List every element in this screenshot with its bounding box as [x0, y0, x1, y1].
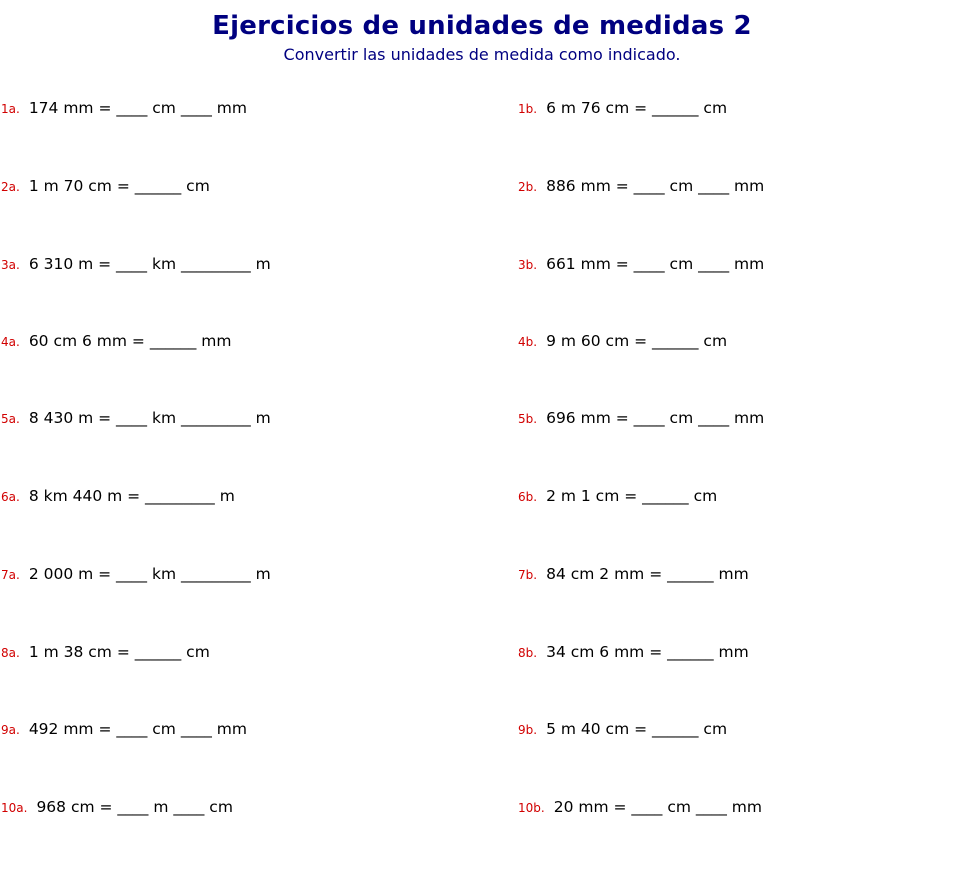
exercise-text: 968 cm = ____ m ____ cm	[36, 798, 233, 816]
exercise-text: 174 mm = ____ cm ____ mm	[28, 99, 247, 117]
exercise-text: 34 cm 6 mm = ______ mm	[546, 643, 749, 661]
exercise-label: 10a.	[1, 801, 28, 815]
exercise-text: 60 cm 6 mm = ______ mm	[28, 332, 232, 350]
exercise-9a	[1, 719, 247, 740]
exercise-1a	[1, 98, 247, 119]
exercise-label: 1a.	[1, 102, 20, 116]
exercise-5b	[518, 408, 764, 429]
exercise-4b	[518, 331, 727, 352]
exercise-label: 5b.	[518, 412, 538, 426]
page-title: Ejercicios de unidades de medidas 2	[212, 11, 752, 41]
exercise-text: 2 m 1 cm = ______ cm	[546, 487, 718, 505]
exercise-text: 8 km 440 m = _________ m	[28, 487, 235, 505]
exercise-label: 7b.	[518, 568, 538, 582]
exercise-3a	[1, 254, 271, 275]
exercise-text: 9 m 60 cm = ______ cm	[546, 332, 728, 350]
exercise-label: 9a.	[1, 723, 20, 737]
exercise-text: 1 m 38 cm = ______ cm	[28, 643, 210, 661]
exercise-8a	[1, 642, 210, 663]
exercise-text: 696 mm = ____ cm ____ mm	[546, 409, 765, 427]
exercise-text: 20 mm = ____ cm ____ mm	[553, 798, 762, 816]
exercise-label: 3b.	[518, 258, 538, 272]
exercise-text: 6 310 m = ____ km _________ m	[28, 255, 271, 273]
exercise-7b	[518, 564, 749, 585]
exercise-5a	[1, 408, 271, 429]
exercise-label: 4b.	[518, 335, 538, 349]
exercise-text: 6 m 76 cm = ______ cm	[546, 99, 728, 117]
exercise-label: 6b.	[518, 490, 538, 504]
exercise-label: 2b.	[518, 180, 538, 194]
exercise-label: 8b.	[518, 646, 538, 660]
page-subtitle: Convertir las unidades de medida como indicado.	[283, 45, 681, 64]
exercise-label: 9b.	[518, 723, 538, 737]
exercise-text: 661 mm = ____ cm ____ mm	[546, 255, 765, 273]
exercise-10a	[1, 797, 233, 818]
exercise-6a	[1, 486, 235, 507]
exercise-label: 5a.	[1, 412, 20, 426]
exercise-text: 8 430 m = ____ km _________ m	[28, 409, 271, 427]
exercise-label: 3a.	[1, 258, 20, 272]
exercise-label: 2a.	[1, 180, 20, 194]
exercise-label: 1b.	[518, 102, 538, 116]
exercise-label: 10b.	[518, 801, 545, 815]
exercise-text: 886 mm = ____ cm ____ mm	[546, 177, 765, 195]
exercise-10b	[518, 797, 762, 818]
exercise-4a	[1, 331, 231, 352]
exercise-3b	[518, 254, 764, 275]
exercise-2a	[1, 176, 210, 197]
exercise-1b	[518, 98, 727, 119]
exercise-label: 7a.	[1, 568, 20, 582]
exercise-text: 2 000 m = ____ km _________ m	[28, 565, 271, 583]
exercise-6b	[518, 486, 717, 507]
exercise-text: 1 m 70 cm = ______ cm	[28, 177, 210, 195]
exercise-7a	[1, 564, 271, 585]
exercise-9b	[518, 719, 727, 740]
exercise-label: 4a.	[1, 335, 20, 349]
exercise-label: 8a.	[1, 646, 20, 660]
exercise-label: 6a.	[1, 490, 20, 504]
exercise-text: 492 mm = ____ cm ____ mm	[28, 720, 247, 738]
exercise-2b	[518, 176, 764, 197]
exercise-text: 5 m 40 cm = ______ cm	[546, 720, 728, 738]
exercise-text: 84 cm 2 mm = ______ mm	[546, 565, 749, 583]
exercise-8b	[518, 642, 749, 663]
